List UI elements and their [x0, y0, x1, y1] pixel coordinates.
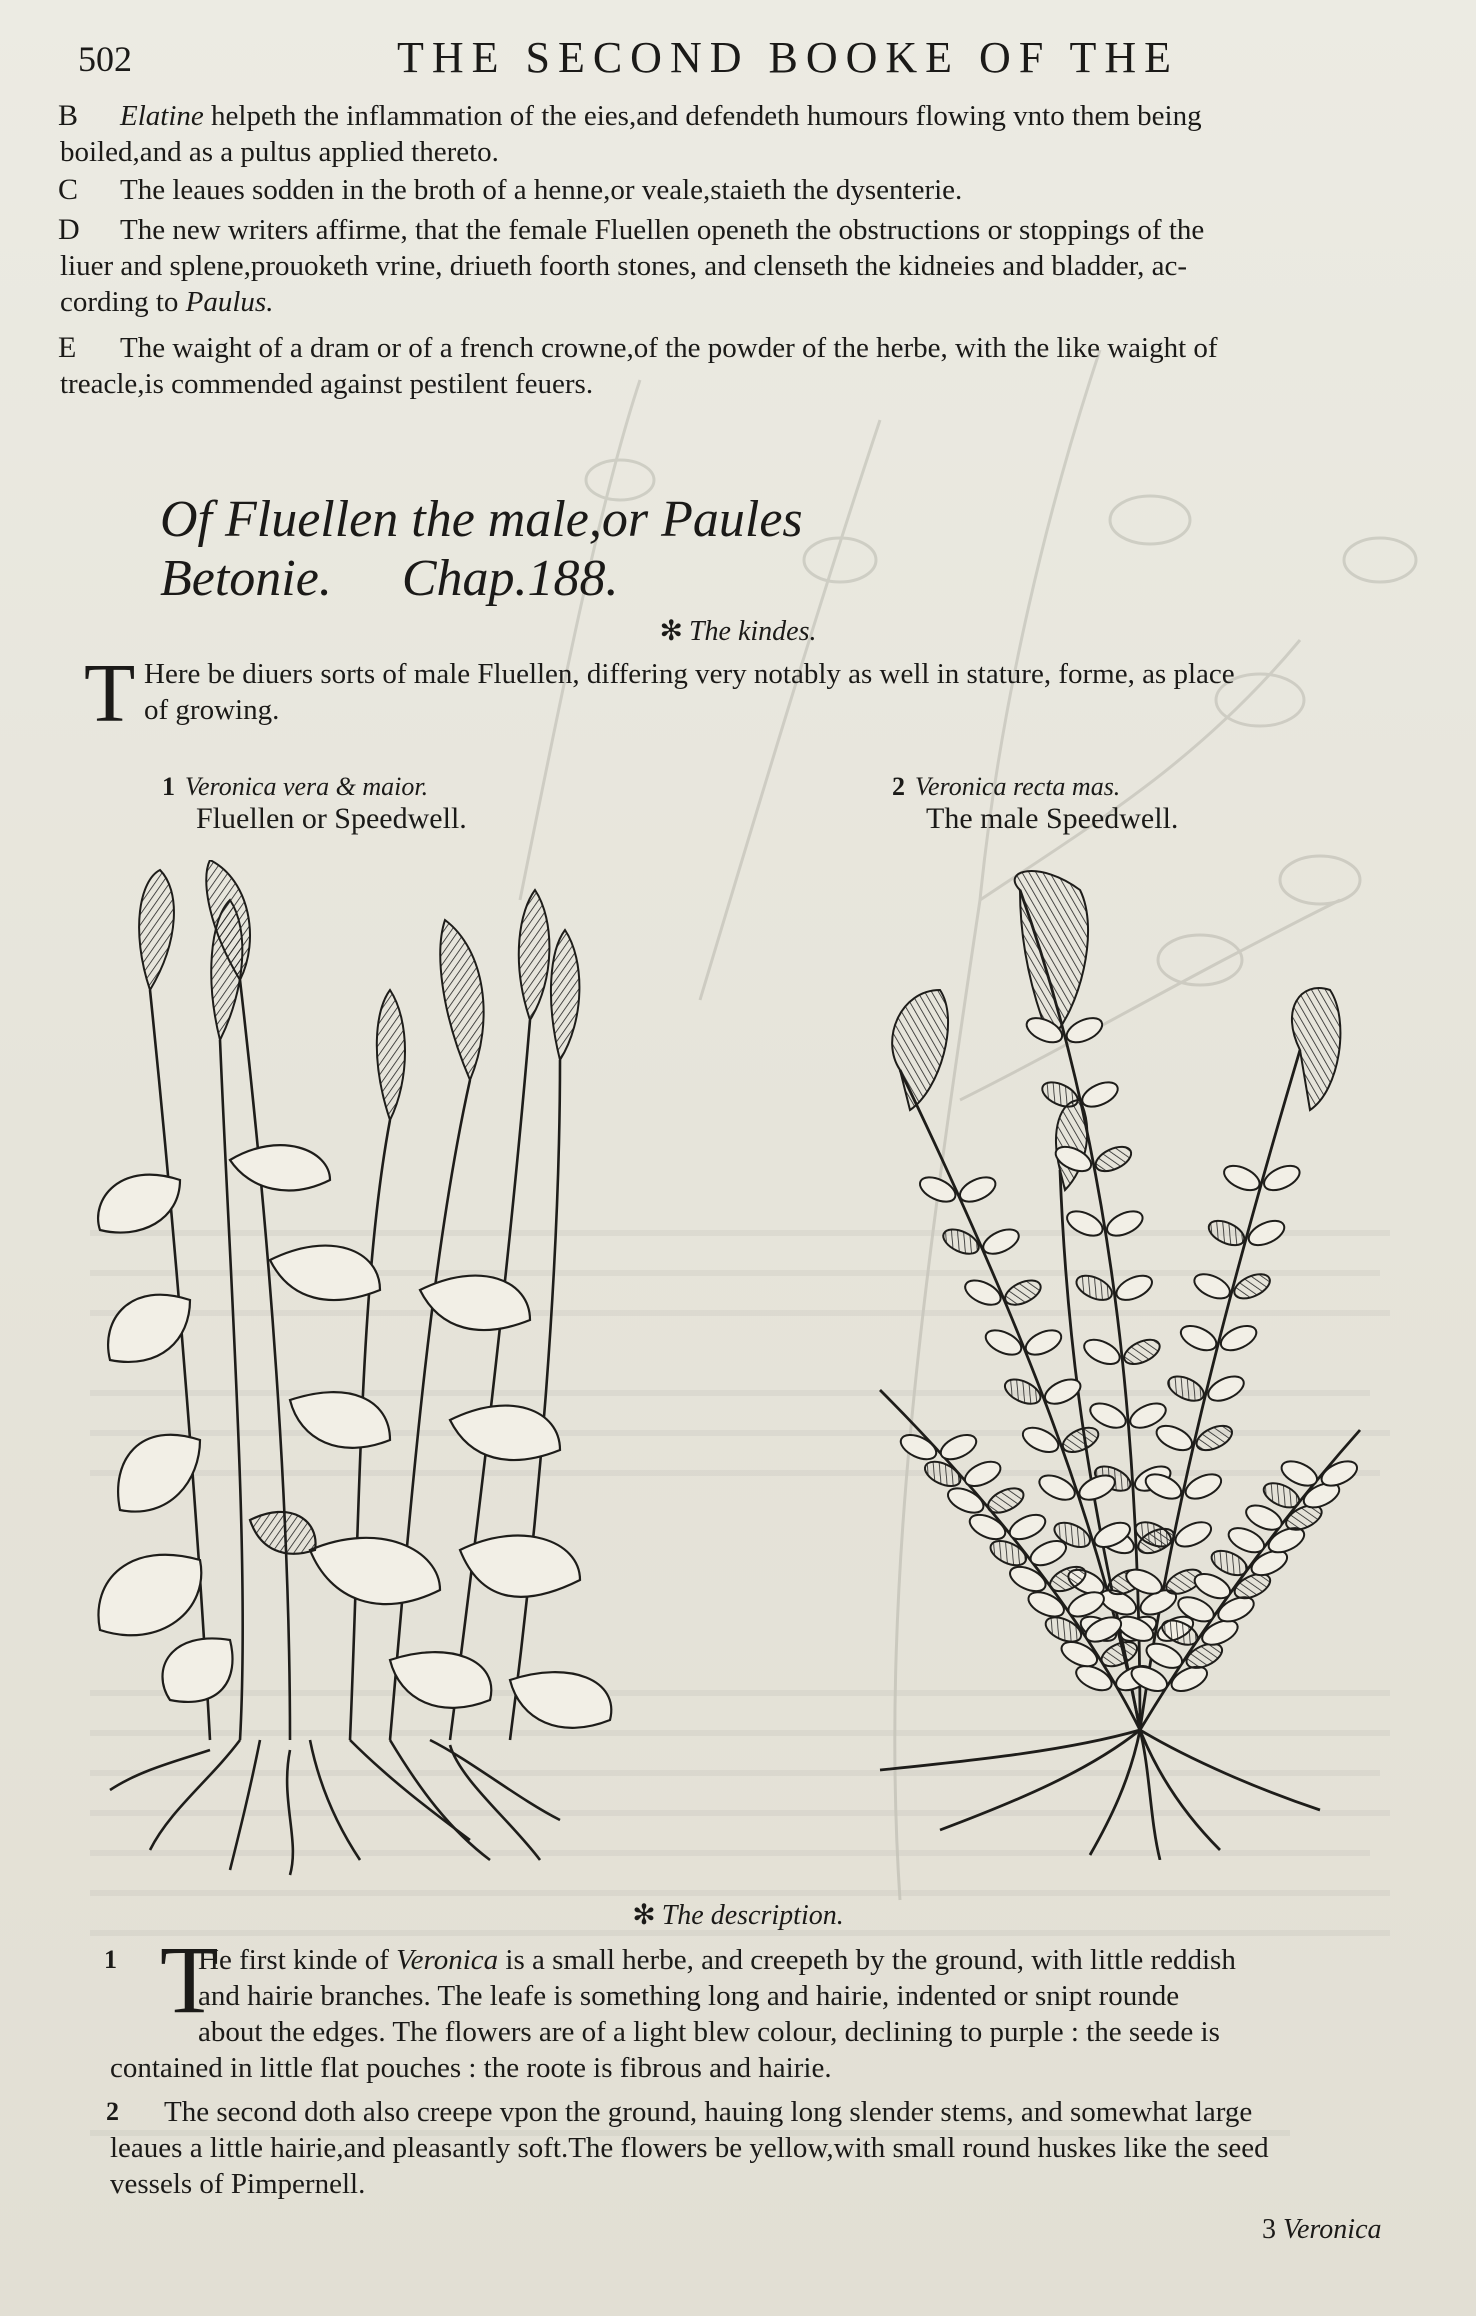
woodcut-speedwell-illustration: [90, 860, 710, 1880]
fleuron-icon: ✻: [659, 616, 683, 647]
leaf-mark: [1063, 1013, 1106, 1047]
leaf-mark: [1120, 1335, 1163, 1369]
chapter-title: Of Fluellen the male,or Paules Betonie. Chap.188.: [160, 491, 803, 607]
leaf-mark: [1103, 1206, 1146, 1240]
leaf-mark: [961, 1457, 1004, 1491]
virtue-paragraph-c: C The leaues sodden in the broth of a henne,or veale,staieth the dysenterie.: [58, 173, 963, 206]
margin-letter: C: [58, 173, 79, 206]
description-paragraph-1: 1 He first kinde of Veronica is a small herbe, and creepeth by the ground, with little reddish and hairie branches. The leafe is something long and hairie, indented or snipt rounde about the edges. The flowers are of a light blew colour, declining to purple : the seede is contained in little flat pouches : the roote is fibrous and hairie.: [104, 1944, 1236, 2084]
leaf-mark: [1073, 1271, 1116, 1305]
leaf-mark: [1059, 1423, 1102, 1457]
fleuron-icon: ✻: [632, 1900, 656, 1931]
margin-letter: D: [58, 213, 80, 246]
leaf-mark: [1092, 1142, 1135, 1176]
leaf-mark: [1022, 1325, 1065, 1359]
leaf-mark: [1063, 1206, 1106, 1240]
section-heading-description: ✻ The description.: [632, 1900, 844, 1931]
leaf-mark: [987, 1536, 1030, 1570]
paragraph-number: 2: [106, 2097, 119, 2126]
leaf-mark: [982, 1325, 1025, 1359]
page-header: [78, 30, 1418, 90]
leaf-mark: [980, 1225, 1023, 1259]
paragraph-number: 1: [104, 1945, 117, 1974]
leaf-mark: [1205, 1216, 1248, 1250]
leaf-mark: [1080, 1335, 1123, 1369]
leaf-mark: [1172, 1517, 1215, 1551]
virtue-paragraph-b: B Elatine helpeth the inflammation of the eies,and defendeth humours flowing vnto them being boiled,and as a pultus applied thereto.: [58, 99, 1202, 168]
virtue-paragraph-e: E The waight of a dram or of a french crowne,of the powder of the herbe, with the like waight of treacle,is commended against pestilent feuers.: [58, 331, 1218, 400]
section-heading-kindes: ✻ The kindes.: [659, 616, 817, 647]
leaf-mark: [940, 1225, 983, 1259]
leaf-mark: [966, 1510, 1009, 1544]
leaf-mark: [1220, 1161, 1263, 1195]
leaf-mark: [937, 1430, 980, 1464]
leaf-mark: [1079, 1077, 1122, 1111]
leaf-mark: [1191, 1269, 1234, 1303]
drop-cap: T: [160, 1926, 219, 2033]
leaf-mark: [916, 1172, 959, 1206]
margin-letter: B: [58, 99, 79, 132]
chapter-number: Chap.188.: [401, 550, 619, 607]
page-number: 502: [78, 39, 132, 79]
leaf-mark: [1113, 1271, 1156, 1305]
leaf-mark: [1042, 1612, 1085, 1646]
running-head: THE SECOND BOOKE OF THE: [396, 33, 1180, 82]
leaf-mark: [1001, 1276, 1044, 1310]
virtue-paragraph-d: D The new writers affirme, that the female Fluellen openeth the obstructions or stoppings of the liuer and splene,prouoketh vrine, driueth foorth stones, and clenseth the kidneies and bladder, ac- cording to Paulus.: [58, 213, 1205, 318]
drop-cap: T: [84, 647, 136, 740]
leaf-mark: [1025, 1587, 1068, 1621]
kindes-paragraph: Here be diuers sorts of male Fluellen, differing very notably as well in stature, forme, as place of growing.: [144, 658, 1235, 726]
leaf-mark: [1153, 1421, 1196, 1455]
leaf-mark: [961, 1276, 1004, 1310]
catchword: 3 Veronica: [1262, 2214, 1382, 2245]
leaf-mark: [1165, 1372, 1208, 1406]
leaf-mark: [897, 1430, 940, 1464]
description-paragraph-2: 2 The second doth also creepe vpon the ground, hauing long slender stems, and somewhat large leaues a little hairie,and pleasantly soft.The flowers be yellow,with small round huskes like the seed vessels of Pimpernell.: [106, 2096, 1269, 2200]
leaf-mark: [1006, 1562, 1049, 1596]
figure-caption-2: 2 Veronica recta mas. The male Speedwell.: [892, 772, 1179, 835]
leaf-mark: [1177, 1321, 1220, 1355]
leaf-mark: [921, 1457, 964, 1491]
leaf-mark: [944, 1483, 987, 1517]
woodcut-male-speedwell-illustration: [840, 870, 1420, 1860]
figure-caption-1: 1 Veronica vera & maior. Fluellen or Speedwell.: [162, 772, 467, 835]
margin-letter: E: [58, 331, 77, 364]
